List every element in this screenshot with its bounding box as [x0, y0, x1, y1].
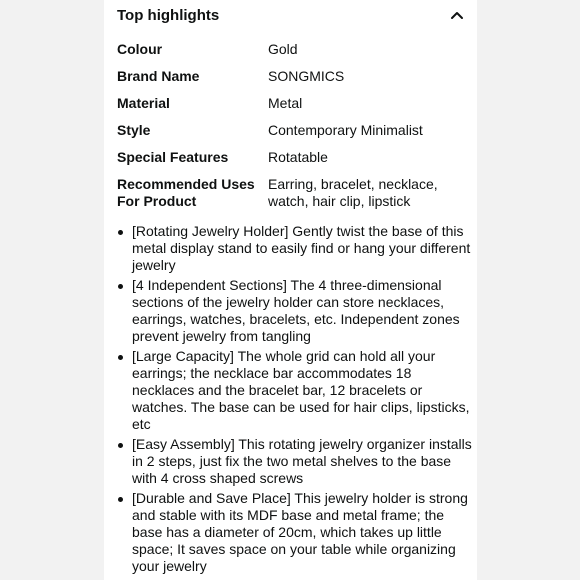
attribute-name — [117, 122, 268, 139]
attribute-row — [117, 95, 467, 112]
bullet-dot-icon — [118, 497, 123, 502]
attribute-value — [268, 41, 467, 58]
attribute-value-line: Rotatable — [268, 149, 328, 165]
attribute-row — [117, 122, 467, 139]
feature-bullet — [117, 277, 467, 345]
section-title: Top highlights — [117, 7, 220, 24]
attribute-name — [117, 41, 268, 58]
feature-bullet-line: sections of the jewelry holder can store necklaces, — [132, 294, 445, 310]
bullet-dot-icon — [118, 230, 123, 235]
feature-bullet-line: metal display stand to easily find or hang your different — [132, 240, 471, 256]
feature-bullet-line: earrings, watches, bracelets, etc. Independent zones — [132, 311, 460, 327]
feature-bullet-line: space; It saves space on your table while organizing — [132, 541, 456, 557]
feature-bullet-line: prevent jewelry from tangling — [132, 328, 311, 344]
attribute-value-line: watch, hair clip, lipstick — [268, 193, 411, 209]
attribute-name-line: Material — [117, 95, 170, 111]
attribute-name — [117, 95, 268, 112]
feature-bullet-line: earrings; the necklace bar accommodates 18 — [132, 365, 412, 381]
attribute-row — [117, 149, 467, 166]
feature-bullet — [117, 436, 472, 487]
feature-bullet-line: and stable with its MDF base and metal frame; the — [132, 507, 445, 523]
attribute-value-line: Metal — [268, 95, 303, 111]
feature-bullet-line: [Large Capacity] The whole grid can hold all your — [132, 348, 436, 364]
attribute-row — [117, 68, 467, 85]
attribute-name-line: Style — [117, 122, 151, 138]
attribute-value-line: SONGMICS — [268, 68, 345, 84]
attribute-value-line: Contemporary Minimalist — [268, 122, 423, 138]
attribute-name-line: Recommended Uses — [117, 176, 255, 192]
attribute-value-line: Earring, bracelet, necklace, — [268, 176, 438, 192]
attribute-name-line: Colour — [117, 41, 163, 57]
feature-bullet-line: jewelry — [132, 257, 176, 273]
attribute-name — [117, 176, 268, 210]
product-details-panel — [104, 0, 477, 580]
feature-bullet-list — [117, 223, 472, 578]
attribute-value — [268, 122, 467, 139]
attribute-value — [268, 68, 467, 85]
attribute-name-line: Brand Name — [117, 68, 200, 84]
attribute-value — [268, 95, 467, 112]
chevron-up-icon[interactable] — [447, 6, 467, 26]
feature-bullet-line: etc — [132, 416, 151, 432]
feature-bullet — [117, 490, 467, 575]
feature-bullet-line: [Easy Assembly] This rotating jewelry organizer installs — [132, 436, 472, 452]
bullet-dot-icon — [118, 284, 123, 289]
feature-bullet — [117, 223, 471, 274]
attribute-row — [117, 176, 467, 210]
feature-bullet-line: necklaces and the bracelet bar, 12 bracelets or — [132, 382, 423, 398]
bullet-dot-icon — [118, 443, 123, 448]
feature-bullet-line: in 2 steps, just fix the two metal shelves to the base — [132, 453, 452, 469]
feature-bullet-line: [Durable and Save Place] This jewelry holder is strong — [132, 490, 468, 506]
attribute-table — [117, 41, 467, 220]
attribute-row — [117, 41, 467, 58]
attribute-name — [117, 68, 268, 85]
feature-bullet-line: base has a diameter of 20cm, which takes up little — [132, 524, 442, 540]
attribute-value-line: Gold — [268, 41, 298, 57]
feature-bullet-line: with 4 cross shaped screws — [132, 470, 304, 486]
attribute-name-line: Special Features — [117, 149, 229, 165]
bullet-dot-icon — [118, 355, 123, 360]
feature-bullet-line: your jewelry — [132, 558, 207, 574]
attribute-value — [268, 149, 467, 166]
attribute-name-line: For Product — [117, 193, 197, 209]
attribute-value — [268, 176, 467, 210]
attribute-name — [117, 149, 268, 166]
feature-bullet-line: watches. The base can be used for hair clips, lipsticks, — [132, 399, 470, 415]
feature-bullet-line: [Rotating Jewelry Holder] Gently twist the base of this — [132, 223, 464, 239]
feature-bullet — [117, 348, 470, 433]
section-header[interactable] — [117, 6, 467, 28]
feature-bullet-line: [4 Independent Sections] The 4 three-dimensional — [132, 277, 442, 293]
